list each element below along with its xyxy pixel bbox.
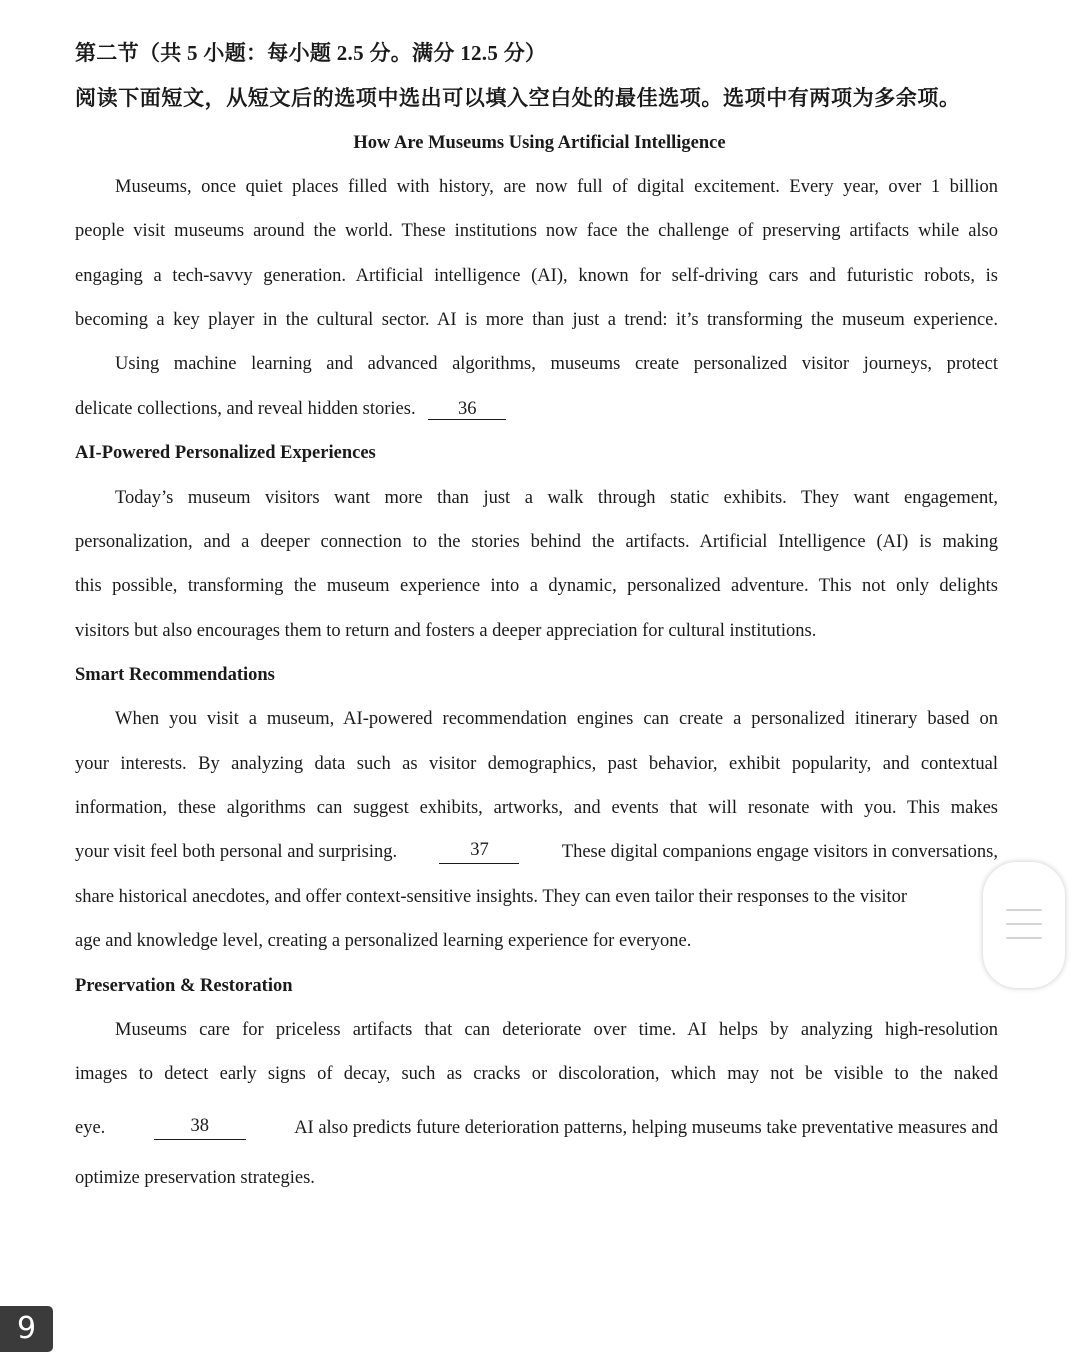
paragraph-2-line-1: Using machine learning and advanced algorithms, museums create personalized visitor journeys, protect (115, 354, 998, 374)
paragraph-4-line-4 (75, 840, 998, 864)
menu-lines-icon (1006, 923, 1042, 925)
instruction-text: 阅读下面短文，从短文后的选项中选出可以填入空白处的最佳选项。选项中有两项为多余项。 (75, 86, 961, 110)
paragraph-4-line-6: age and knowledge level, creating a personalized learning experience for everyone. (75, 931, 692, 951)
paragraph-4-text-before-blank: your visit feel both personal and surprising. (75, 842, 398, 862)
heading-preservation-restoration: Preservation & Restoration (75, 976, 293, 996)
paragraph-2-line-2 (75, 397, 998, 421)
scroll-handle[interactable] (983, 862, 1065, 988)
paragraph-3-line-1: Today’s museum visitors want more than just a walk through static exhibits. They want engagement, (115, 488, 998, 508)
paragraph-5-text-after-blank: AI also predicts future deterioration patterns, helping museums take preventative measures and (294, 1118, 998, 1138)
blank-36[interactable]: 36 (428, 399, 506, 420)
blank-38[interactable]: 38 (154, 1116, 246, 1140)
paragraph-5-line-1: Museums care for priceless artifacts that can deteriorate over time. AI helps by analyzing high-resolution (115, 1020, 998, 1040)
heading-smart-recommendations: Smart Recommendations (75, 665, 275, 685)
menu-lines-icon (1006, 937, 1042, 939)
paragraph-5-line-2: images to detect early signs of decay, such as cracks or discoloration, which may not be visible to the naked (75, 1064, 998, 1084)
paragraph-5-line-4: optimize preservation strategies. (75, 1168, 315, 1188)
paragraph-4-line-1: When you visit a museum, AI-powered recommendation engines can create a personalized itinerary based on (115, 709, 998, 729)
blank-37[interactable]: 37 (439, 840, 519, 864)
paragraph-1-line-2: people visit museums around the world. These institutions now face the challenge of preserving artifacts while also (75, 221, 998, 241)
article-title: How Are Museums Using Artificial Intelligence (353, 133, 726, 153)
heading-personalized-experiences: AI-Powered Personalized Experiences (75, 443, 376, 463)
paragraph-4-line-3: information, these algorithms can suggest exhibits, artworks, and events that will resonate with you. This makes (75, 798, 998, 818)
paragraph-1-line-3: engaging a tech-savvy generation. Artificial intelligence (AI), known for self-driving cars and futuristic robots, is (75, 266, 998, 286)
page-number-badge: 9 (0, 1306, 53, 1352)
paragraph-3-line-3: this possible, transforming the museum experience into a dynamic, personalized adventure. This not only delights (75, 576, 998, 596)
paragraph-4-line-2: your interests. By analyzing data such as visitor demographics, past behavior, exhibit popularity, and contextual (75, 754, 998, 774)
menu-lines-icon (1006, 909, 1042, 911)
paragraph-1-line-1: Museums, once quiet places filled with history, are now full of digital excitement. Every year, over 1 billion (115, 177, 998, 197)
paragraph-2-text: delicate collections, and reveal hidden stories. (75, 399, 416, 419)
paragraph-5-text-before-blank: eye. (75, 1118, 106, 1138)
paragraph-3-line-4: visitors but also encourages them to return and fosters a deeper appreciation for cultural institutions. (75, 621, 817, 641)
section-title: 第二节（共 5 小题：每小题 2.5 分。满分 12.5 分） (75, 41, 547, 65)
paragraph-4-text-after-blank: These digital companions engage visitors in conversations, (561, 842, 998, 862)
paragraph-4-line-5: share historical anecdotes, and offer context-sensitive insights. They can even tailor their responses to the visitor (75, 887, 908, 907)
paragraph-1-line-4: becoming a key player in the cultural sector. AI is more than just a trend: it’s transforming the museum experience. (75, 310, 998, 330)
paragraph-5-line-3 (75, 1116, 998, 1140)
paragraph-3-line-2: personalization, and a deeper connection to the stories behind the artifacts. Artificial Intelligence (AI) is making (75, 532, 998, 552)
